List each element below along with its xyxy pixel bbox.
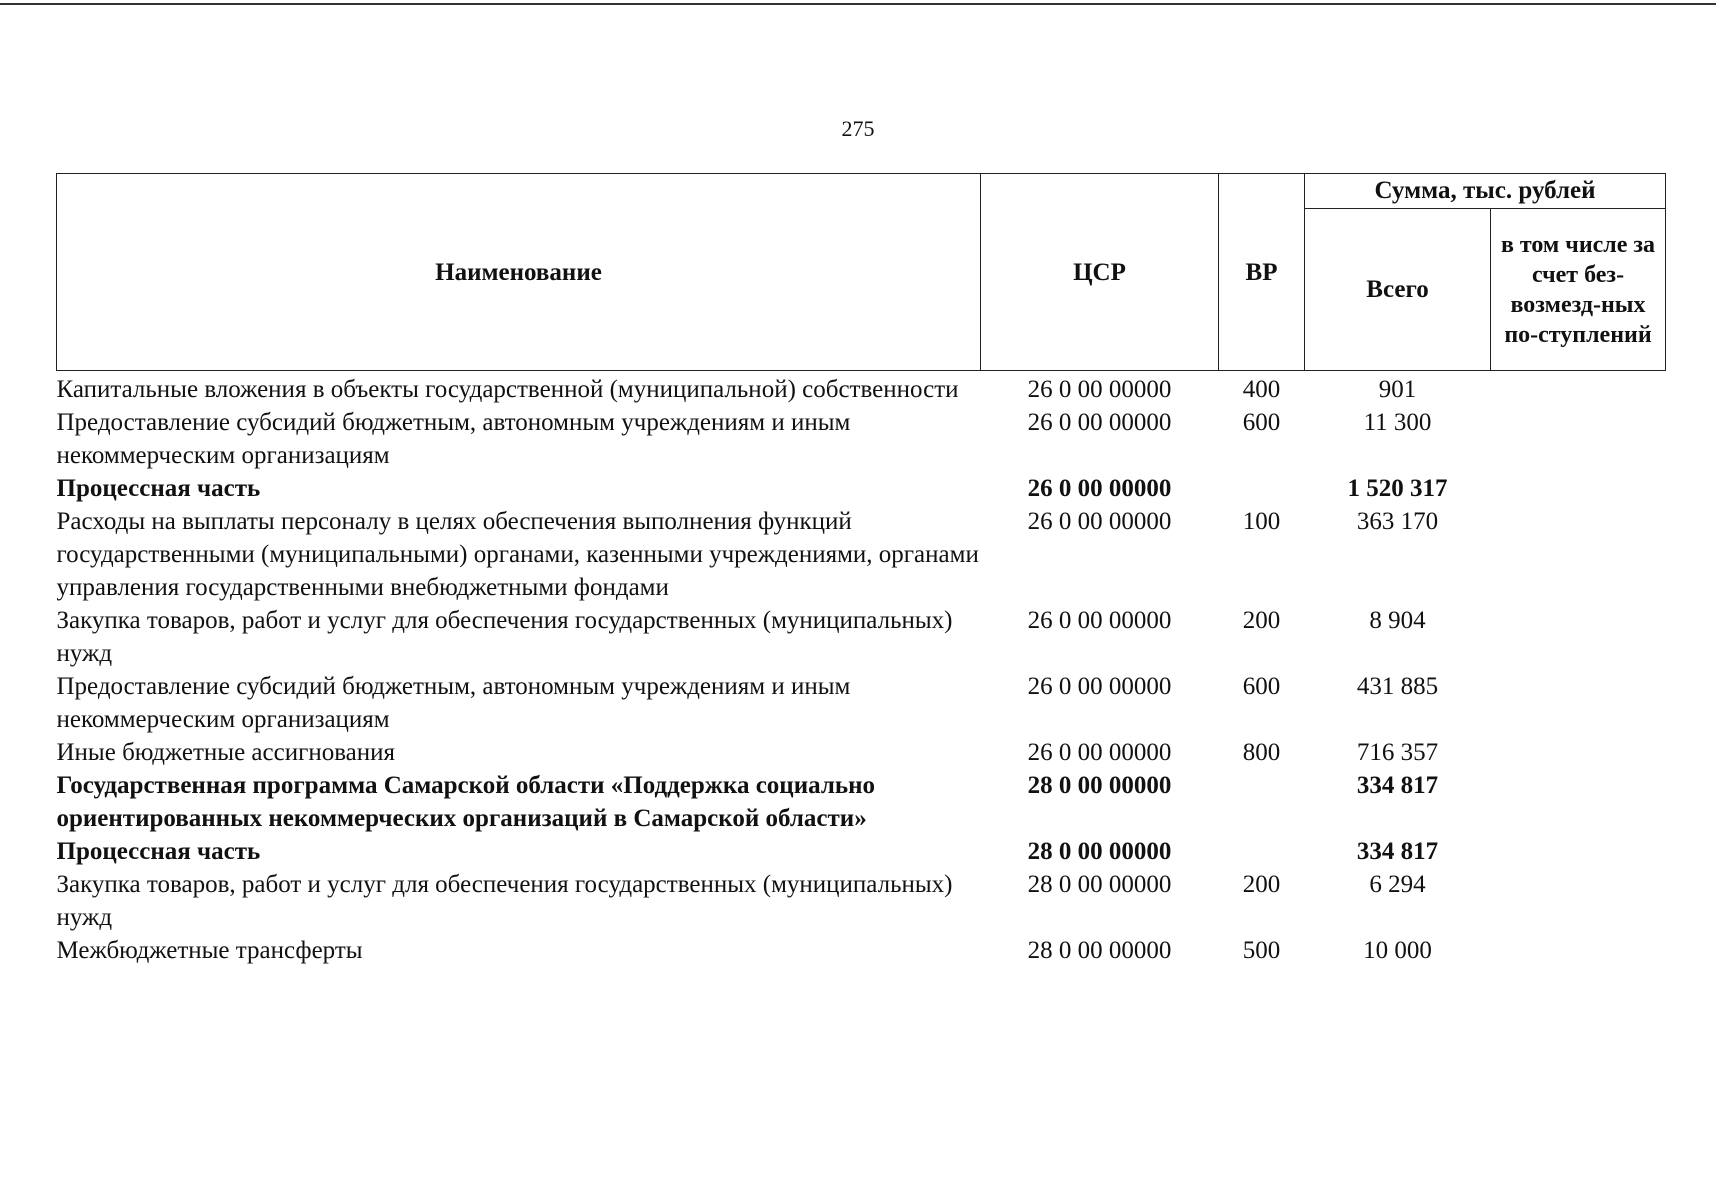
row-csr: 28 0 00 00000: [1027, 937, 1172, 964]
row-benefit: [1491, 670, 1666, 736]
row-total: 716 357: [1356, 739, 1439, 766]
row-vr: [1219, 472, 1305, 505]
row-total: 10 000: [1363, 937, 1432, 964]
row-vr: 600: [1242, 673, 1281, 700]
page-number: 275: [841, 116, 875, 141]
row-csr: 26 0 00 00000: [1027, 376, 1172, 403]
row-benefit: [1491, 835, 1666, 868]
header-vr: ВР: [1219, 174, 1305, 371]
row-total: 334 817: [1356, 838, 1439, 865]
table-row: [57, 371, 1666, 407]
row-name: Процессная часть: [56, 475, 261, 502]
row-name: Расходы на выплаты персоналу в целях обеспечения выполнения функций государственными (муниципальными) органами, казенными учреждениями, органами управления государственными внебюджетными фондами: [56, 508, 979, 601]
row-benefit: [1491, 472, 1666, 505]
header-name: Наименование: [57, 174, 981, 371]
row-csr: 26 0 00 00000: [1027, 673, 1172, 700]
budget-table: [56, 173, 1666, 967]
row-name: Капитальные вложения в объекты государственной (муниципальной) собственности: [56, 376, 959, 403]
table-row: [57, 670, 1666, 736]
table-row: [57, 835, 1666, 868]
table-row: [57, 472, 1666, 505]
row-total: 6 294: [1369, 871, 1426, 898]
row-total: 901: [1378, 376, 1417, 403]
row-vr: 100: [1242, 508, 1281, 535]
row-name: Закупка товаров, работ и услуг для обеспечения государственных (муниципальных) нужд: [56, 871, 953, 931]
row-vr: 500: [1242, 937, 1281, 964]
row-name: Межбюджетные трансферты: [56, 937, 363, 964]
table-row: [57, 604, 1666, 670]
table-header: [57, 174, 1666, 371]
row-vr: 600: [1242, 409, 1281, 436]
row-vr: 200: [1242, 607, 1281, 634]
row-total: 1 520 317: [1347, 475, 1448, 502]
row-csr: 26 0 00 00000: [1027, 607, 1172, 634]
table-row: [57, 406, 1666, 472]
row-csr: 28 0 00 00000: [1027, 772, 1172, 799]
table-row: [57, 736, 1666, 769]
row-name: Государственная программа Самарской области «Поддержка социально ориентированных некоммерческих организаций в Самарской области»: [56, 772, 875, 832]
row-name: Предоставление субсидий бюджетным, автономным учреждениям и иным некоммерческим организациям: [56, 409, 851, 469]
table-row: [57, 769, 1666, 835]
row-total: 11 300: [1363, 409, 1432, 436]
row-benefit: [1491, 769, 1666, 835]
row-benefit: [1491, 406, 1666, 472]
row-total: 363 170: [1356, 508, 1439, 535]
row-vr: 400: [1242, 376, 1281, 403]
row-total: 8 904: [1369, 607, 1426, 634]
table-body: [57, 371, 1666, 968]
table-row: [57, 934, 1666, 967]
row-csr: 28 0 00 00000: [1027, 838, 1172, 865]
header-benefit: в том числе за счет без-возмезд-ных по-ступлений: [1491, 209, 1666, 371]
row-vr: [1219, 769, 1305, 835]
row-csr: 26 0 00 00000: [1027, 508, 1172, 535]
table-row: [57, 868, 1666, 934]
header-sum-group: Сумма, тыс. рублей: [1305, 174, 1666, 209]
row-benefit: [1491, 604, 1666, 670]
row-name: Процессная часть: [56, 838, 261, 865]
header-csr: ЦСР: [981, 174, 1219, 371]
table-row: [57, 505, 1666, 604]
row-benefit: [1491, 736, 1666, 769]
row-benefit: [1491, 934, 1666, 967]
row-name: Иные бюджетные ассигнования: [56, 739, 396, 766]
row-vr: 800: [1242, 739, 1281, 766]
row-total: 334 817: [1356, 772, 1439, 799]
row-csr: 26 0 00 00000: [1027, 739, 1172, 766]
row-benefit: [1491, 371, 1666, 407]
top-rule: [0, 3, 1716, 5]
row-csr: 26 0 00 00000: [1027, 409, 1172, 436]
row-csr: 28 0 00 00000: [1027, 871, 1172, 898]
row-name: Закупка товаров, работ и услуг для обеспечения государственных (муниципальных) нужд: [56, 607, 953, 667]
row-csr: 26 0 00 00000: [1027, 475, 1172, 502]
row-vr: 200: [1242, 871, 1281, 898]
row-benefit: [1491, 505, 1666, 604]
row-total: 431 885: [1356, 673, 1439, 700]
row-benefit: [1491, 868, 1666, 934]
row-vr: [1219, 835, 1305, 868]
row-name: Предоставление субсидий бюджетным, автономным учреждениям и иным некоммерческим организациям: [56, 673, 851, 733]
header-total: Всего: [1305, 209, 1491, 371]
